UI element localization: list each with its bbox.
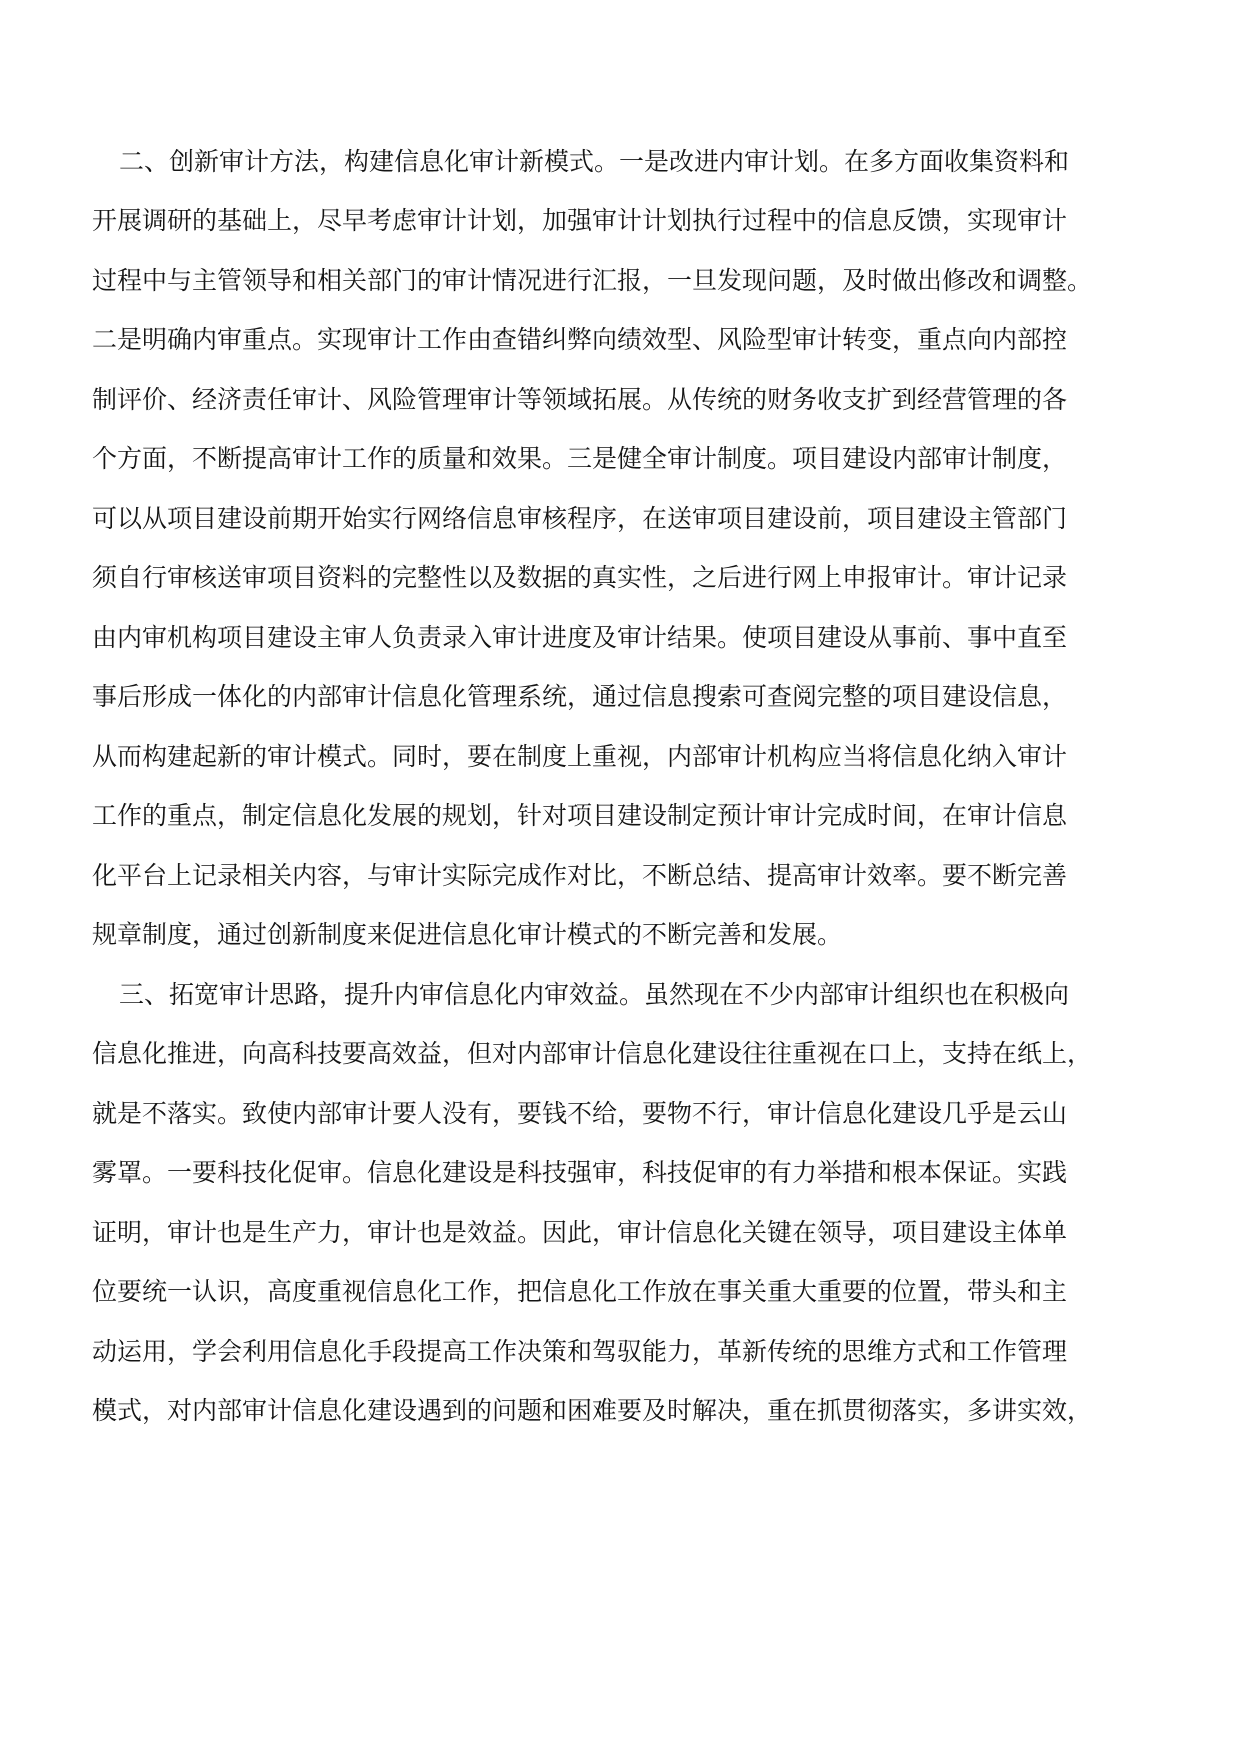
text-line: 位要统一认识，高度重视信息化工作，把信息化工作放在事关重大重要的位置，带头和主 [92,1277,1068,1306]
paragraph-3-heading-line: 三、拓宽审计思路，提升内审信息化内审效益。虽然现在不少内部审计组织也在积极向 [119,980,1070,1009]
text-line: 制评价、经济责任审计、风险管理审计等领域拓展。从传统的财务收支扩到经营管理的各 [92,385,1068,414]
text-line: 工作的重点，制定信息化发展的规划，针对项目建设制定预计审计完成时间，在审计信息 [92,801,1068,830]
text-line: 模式，对内部审计信息化建设遇到的问题和困难要及时解决，重在抓贯彻落实，多讲实效， [92,1396,1093,1425]
text-line: 个方面，不断提高审计工作的质量和效果。三是健全审计制度。项目建设内部审计制度， [92,444,1068,473]
text-line: 从而构建起新的审计模式。同时，要在制度上重视，内部审计机构应当将信息化纳入审计 [92,742,1068,771]
paragraph-2-heading-line: 二、创新审计方法，构建信息化审计新模式。一是改进内审计划。在多方面收集资料和 [119,147,1070,176]
text-line: 信息化推进，向高科技要高效益，但对内部审计信息化建设往往重视在口上，支持在纸上， [92,1039,1093,1068]
text-line: 事后形成一体化的内部审计信息化管理系统，通过信息搜索可查阅完整的项目建设信息， [92,682,1068,711]
text-line: 由内审机构项目建设主审人负责录入审计进度及审计结果。使项目建设从事前、事中直至 [92,623,1068,652]
text-line: 二是明确内审重点。实现审计工作由查错纠弊向绩效型、风险型审计转变，重点向内部控 [92,325,1068,354]
text-line: 化平台上记录相关内容，与审计实际完成作对比，不断总结、提高审计效率。要不断完善 [92,861,1068,890]
text-line: 规章制度，通过创新制度来促进信息化审计模式的不断完善和发展。 [92,920,843,949]
text-line: 动运用，学会利用信息化手段提高工作决策和驾驭能力，革新传统的思维方式和工作管理 [92,1337,1068,1366]
text-line: 开展调研的基础上，尽早考虑审计计划，加强审计计划执行过程中的信息反馈，实现审计 [92,206,1068,235]
text-line: 须自行审核送审项目资料的完整性以及数据的真实性，之后进行网上申报审计。审计记录 [92,563,1068,592]
text-line: 雾罩。一要科技化促审。信息化建设是科技强审，科技促审的有力举措和根本保证。实践 [92,1158,1068,1187]
text-line: 证明，审计也是生产力，审计也是效益。因此，审计信息化关键在领导，项目建设主体单 [92,1218,1068,1247]
text-line: 过程中与主管领导和相关部门的审计情况进行汇报，一旦发现问题，及时做出修改和调整。 [92,266,1093,295]
text-line: 可以从项目建设前期开始实行网络信息审核程序，在送审项目建设前，项目建设主管部门 [92,504,1068,533]
text-line: 就是不落实。致使内部审计要人没有，要钱不给，要物不行，审计信息化建设几乎是云山 [92,1099,1068,1128]
